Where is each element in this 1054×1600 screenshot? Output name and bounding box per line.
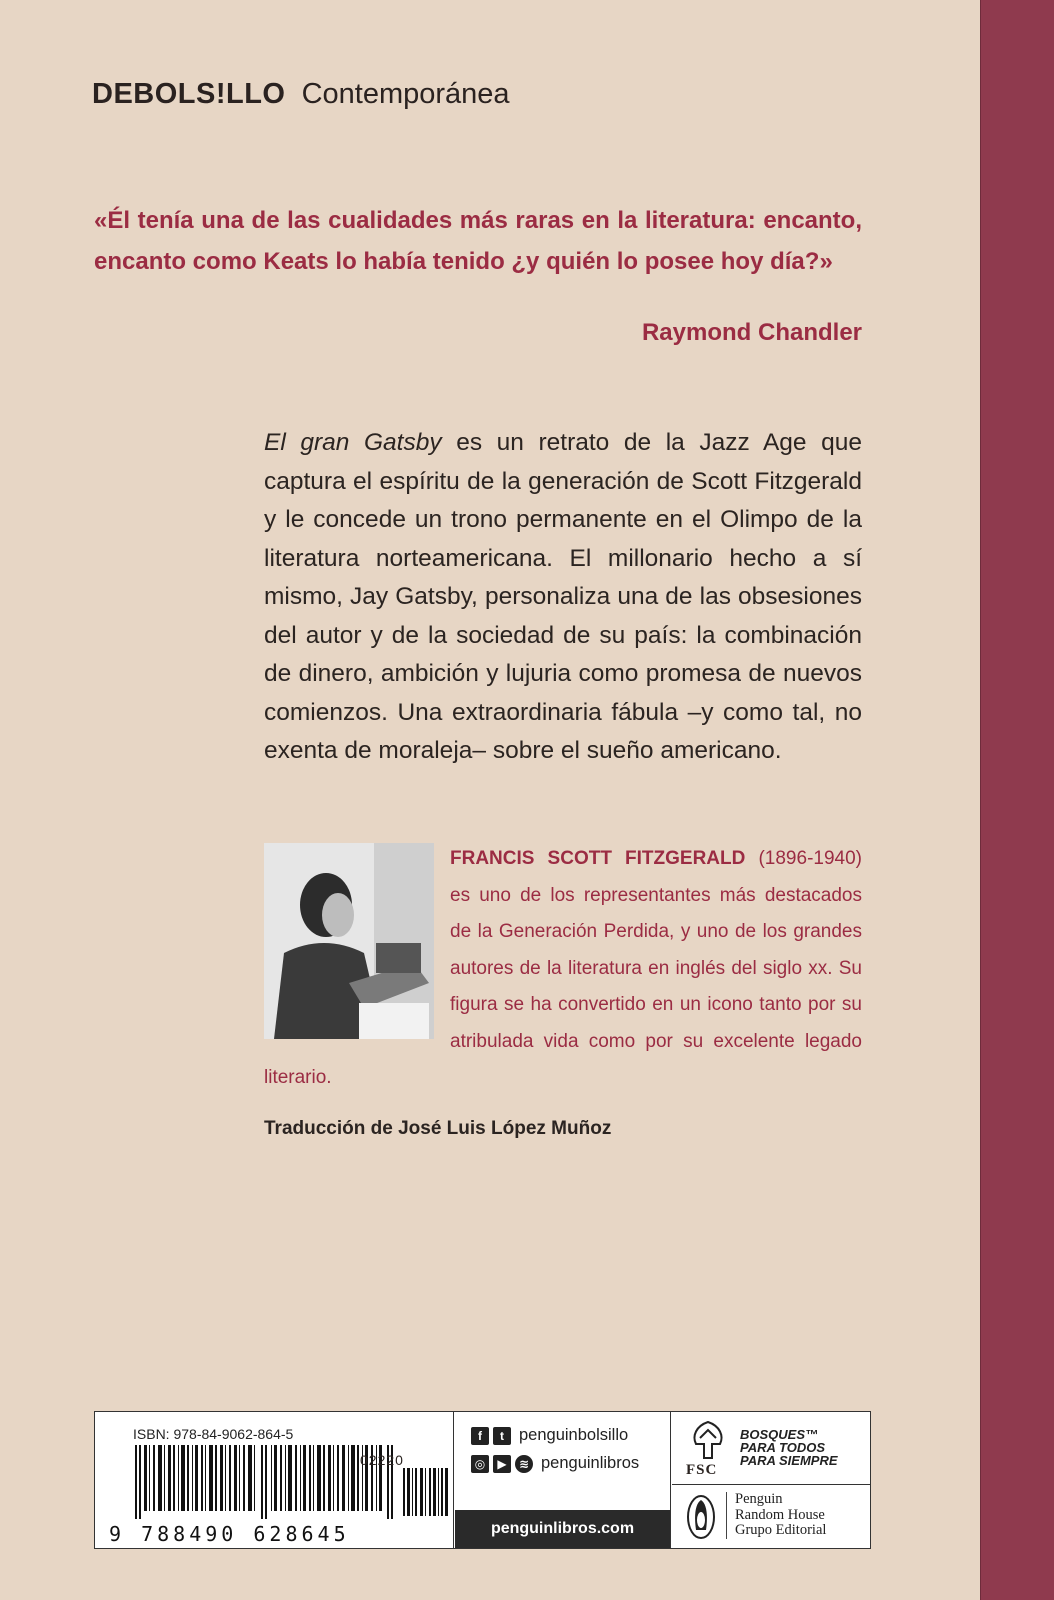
barcode-panel: [95, 1412, 454, 1548]
barcode-digits: 9 788490 628645: [109, 1522, 350, 1546]
fsc-tree-icon: [686, 1420, 730, 1460]
social-panel: [455, 1412, 671, 1548]
author-bio: [264, 841, 862, 1097]
website-link[interactable]: penguinlibros.com: [455, 1510, 670, 1548]
fsc-slogan: [740, 1428, 838, 1467]
publisher-line-1: Penguin: [735, 1491, 783, 1507]
info-box: [94, 1411, 871, 1549]
fsc-block: [672, 1412, 870, 1485]
social-row-libros: [471, 1454, 639, 1473]
series-name: Contemporánea: [301, 78, 510, 110]
synopsis-text: es un retrato de la Jazz Age que captura el espíritu de la generación de Scott Fitzgerald y le concede un trono permanente en el Olimpo de la literatura norteamericana. El millonario hecho a sí mismo, Jay Gatsby, personaliza una de las obsesiones del autor y de la sociedad de su país: la combinación de dinero, ambición y lujuria como promesa de nuevos comienzos. Una extraordinaria fábula –y como tal, no exenta de moraleja– sobre el sueño americano.: [264, 429, 862, 764]
addon-barcode-image: [403, 1468, 449, 1516]
blurb-quote: «Él tenía una de las cualidades más raras en la literatura: encanto, encanto como Keats lo había tenido ¿y quién lo posee hoy día?»: [94, 207, 862, 275]
fsc-slogan-line-2: PARA TODOS: [740, 1440, 825, 1455]
imprint-name: DEBOLS!LLO: [92, 78, 286, 110]
facebook-icon[interactable]: f: [471, 1427, 489, 1445]
author-name: FRANCIS SCOTT FITZGERALD: [450, 848, 746, 869]
quote-author: Raymond Chandler: [641, 319, 862, 346]
fsc-label: FSC: [686, 1462, 718, 1478]
fsc-slogan-line-3: PARA SIEMPRE: [740, 1453, 838, 1468]
addon-code: 02220: [360, 1452, 404, 1468]
spotify-icon[interactable]: ≋: [515, 1455, 533, 1473]
social-row-bolsillo: [471, 1426, 628, 1445]
instagram-icon[interactable]: ◎: [471, 1455, 489, 1473]
twitter-icon[interactable]: t: [493, 1427, 511, 1445]
author-bio-text: (1896-1940) es uno de los representantes más destacados de la Generación Perdida, y uno de los grandes autores de la literatura en inglés del siglo xx. Su figura se ha convertido en un icono tanto por su atribulada vida como por su excelente legado literario.: [264, 848, 862, 1088]
logos-panel: [672, 1412, 870, 1548]
fsc-slogan-line-1: BOSQUES™: [740, 1427, 819, 1442]
translation-credit: Traducción de José Luis López Muñoz: [264, 1118, 612, 1139]
spine: [980, 0, 1054, 1600]
publisher-line-3: Grupo Editorial: [735, 1522, 827, 1538]
isbn-label: ISBN: 978-84-9062-864-5: [133, 1426, 294, 1442]
youtube-icon[interactable]: ▶: [493, 1455, 511, 1473]
barcode-image: [135, 1445, 395, 1519]
imprint-header: [92, 78, 510, 111]
social-handle-libros[interactable]: penguinlibros: [541, 1454, 640, 1472]
penguin-logo-icon: [686, 1494, 716, 1540]
publisher-name: [726, 1492, 826, 1539]
publisher-line-2: Random House: [735, 1506, 825, 1523]
social-handle-bolsillo[interactable]: penguinbolsillo: [519, 1426, 629, 1444]
synopsis: [264, 424, 862, 771]
publisher-block: [672, 1486, 870, 1548]
book-title: El gran Gatsby: [264, 429, 442, 456]
